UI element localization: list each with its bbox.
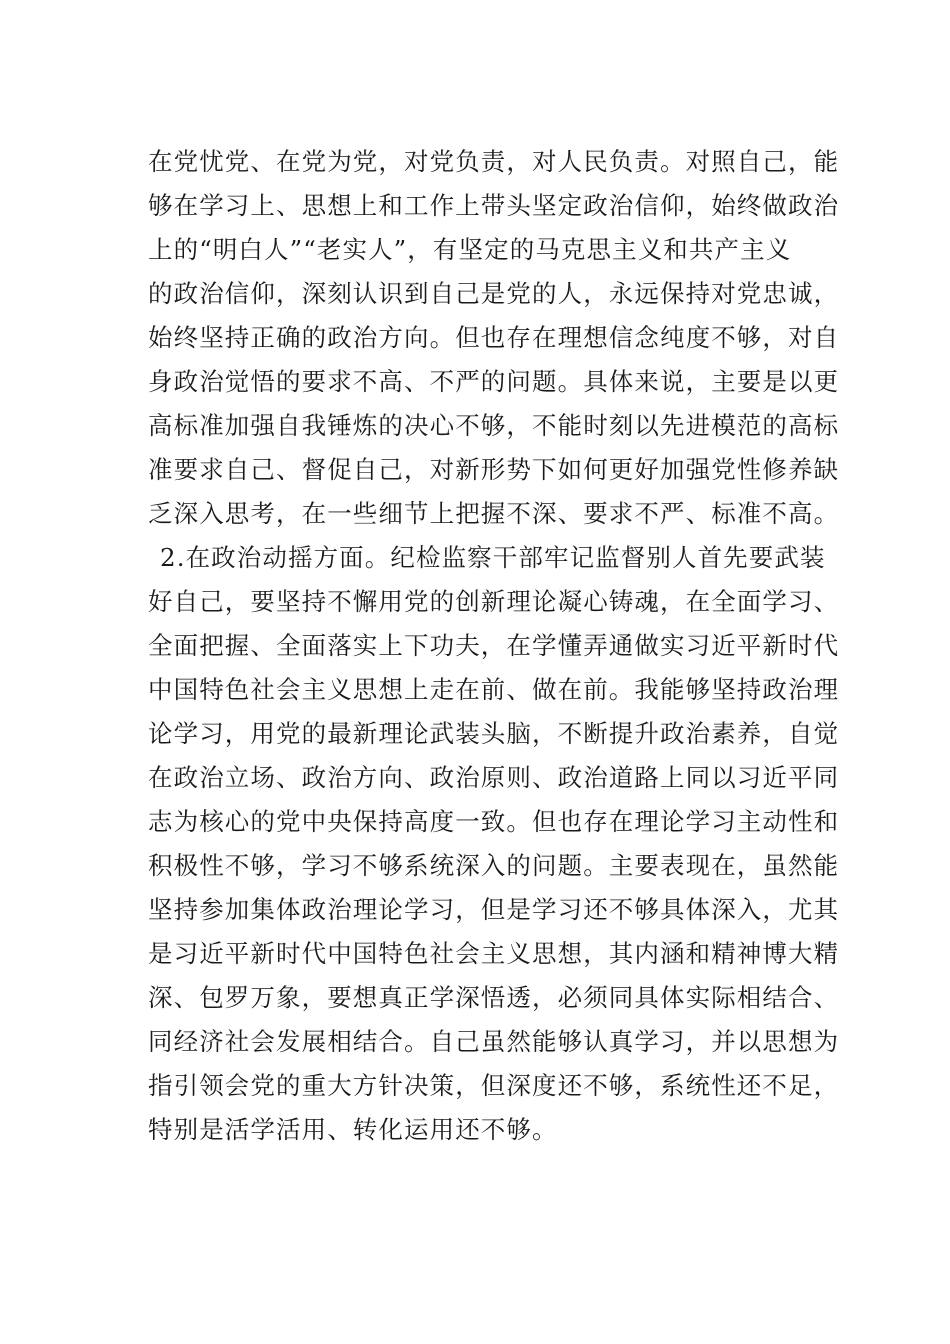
paragraph-2-line: 全面把握、全面落实上下功夫，在学懂弄通做实习近平新时代 [148, 631, 840, 660]
paragraph-2-line: 坚持参加集体政治理论学习，但是学习还不够具体深入，尤其 [148, 895, 840, 924]
paragraph-2-line: 是习近平新时代中国特色社会主义思想，其内涵和精神博大精 [148, 939, 840, 968]
paragraph-1-line: 乏深入思考，在一些细节上把握不深、要求不严、标准不高。 [148, 499, 840, 528]
paragraph-2 [148, 536, 840, 1152]
paragraph-2-line: 同经济社会发展相结合。自己虽然能够认真学习，并以思想为 [148, 1027, 840, 1056]
paragraph-2-line: 指引领会党的重大方针决策，但深度还不够，系统性还不足， [148, 1071, 840, 1100]
paragraph-1-line: 高标准加强自我锤炼的决心不够，不能时刻以先进模范的高标 [148, 411, 840, 440]
paragraph-2-line: 中国特色社会主义思想上走在前、做在前。我能够坚持政治理 [148, 675, 840, 704]
paragraph-2-line: 积极性不够，学习不够系统深入的问题。主要表现在，虽然能 [148, 851, 840, 880]
paragraph-1-line: 在党忧党、在党为党，对党负责，对人民负责。对照自己，能 [148, 147, 840, 176]
paragraph-2-line: 特别是活学活用、转化运用还不够。 [148, 1115, 558, 1144]
paragraph-1-line: 够在学习上、思想上和工作上带头坚定政治信仰，始终做政治 [148, 191, 840, 220]
paragraph-1-line: 身政治觉悟的要求不高、不严的问题。具体来说，主要是以更 [148, 367, 840, 396]
paragraph-1-line: 始终坚持正确的政治方向。但也存在理想信念纯度不够，对自 [148, 323, 840, 352]
paragraph-1-line: 准要求自己、督促自己，对新形势下如何更好加强党性修养缺 [148, 455, 840, 484]
document-body [148, 140, 840, 1152]
paragraph-1-line: 上的“明白人”“老实人”，有坚定的马克思主义和共产主义 [148, 235, 792, 264]
paragraph-2-line: 好自己，要坚持不懈用党的创新理论凝心铸魂，在全面学习、 [148, 587, 840, 616]
paragraph-2-line: 深、包罗万象，要想真正学深悟透，必须同具体实际相结合、 [148, 983, 840, 1012]
paragraph-2-first-line: 2.在政治动摇方面。纪检监察干部牢记监督别人首先要武装 [160, 543, 826, 572]
paragraph-1-line: 的政治信仰，深刻认识到自己是党的人，永远保持对党忠诚， [148, 279, 840, 308]
paragraph-2-line: 在政治立场、政治方向、政治原则、政治道路上同以习近平同 [148, 763, 840, 792]
paragraph-2-line: 志为核心的党中央保持高度一致。但也存在理论学习主动性和 [148, 807, 840, 836]
paragraph-2-line: 论学习，用党的最新理论武装头脑，不断提升政治素养，自觉 [148, 719, 840, 748]
paragraph-1 [148, 140, 840, 536]
